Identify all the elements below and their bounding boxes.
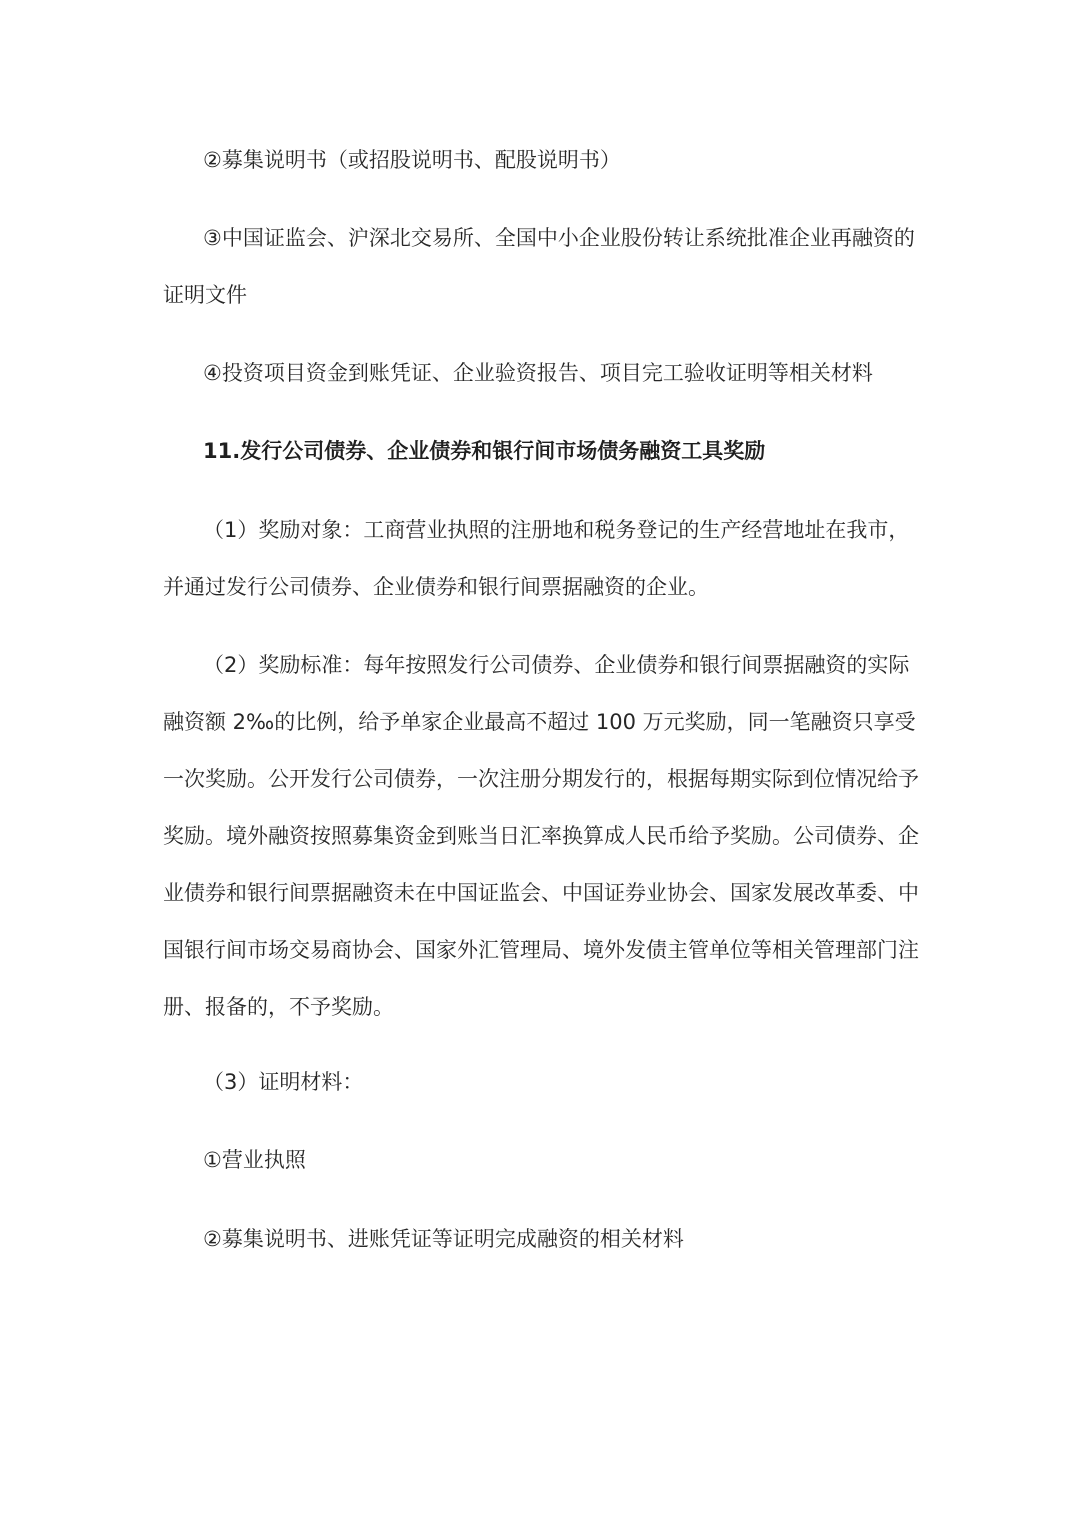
paragraph-approval-documents: ③中国证监会、沪深北交易所、全国中小企业股份转让系统批准企业再融资的证明文件 bbox=[163, 226, 915, 307]
paragraph-investment-materials: ④投资项目资金到账凭证、企业验资报告、项目完工验收证明等相关材料 bbox=[203, 361, 873, 385]
paragraph-prospectus: ②募集说明书（或招股说明书、配股说明书） bbox=[203, 148, 621, 172]
paragraph-business-license: ①营业执照 bbox=[203, 1148, 306, 1172]
paragraph-reward-target: （1）奖励对象：工商营业执照的注册地和税务登记的生产经营地址在我市，并通过发行公司债券、企业债券和银行间票据融资的企业。 bbox=[163, 518, 910, 599]
paragraph-financing-proof: ②募集说明书、进账凭证等证明完成融资的相关材料 bbox=[203, 1227, 684, 1251]
section-heading-bond-reward: 11.发行公司债券、企业债券和银行间市场债务融资工具奖励 bbox=[203, 439, 766, 463]
paragraph-reward-standard: （2）奖励标准：每年按照发行公司债券、企业债券和银行间票据融资的实际融资额 2‰的比例，给予单家企业最高不超过 100 万元奖励，同一笔融资只享受一次奖励。公开发行公司债券，一次注册分期发行的，根据每期实际到位情况给予奖励。境外融资按照募集资金到账当日汇率换算成人民币给予奖励。公司债券、企业债券和银行间票据融资未在中国证监会、中国证券业协会、国家发展改革委、中国银行间市场交易商协会、国家外汇管理局、境外发债主管单位等相关管理部门注册、报备的，不予奖励。 bbox=[163, 653, 919, 1019]
paragraph-proof-materials: （3）证明材料： bbox=[203, 1070, 364, 1094]
